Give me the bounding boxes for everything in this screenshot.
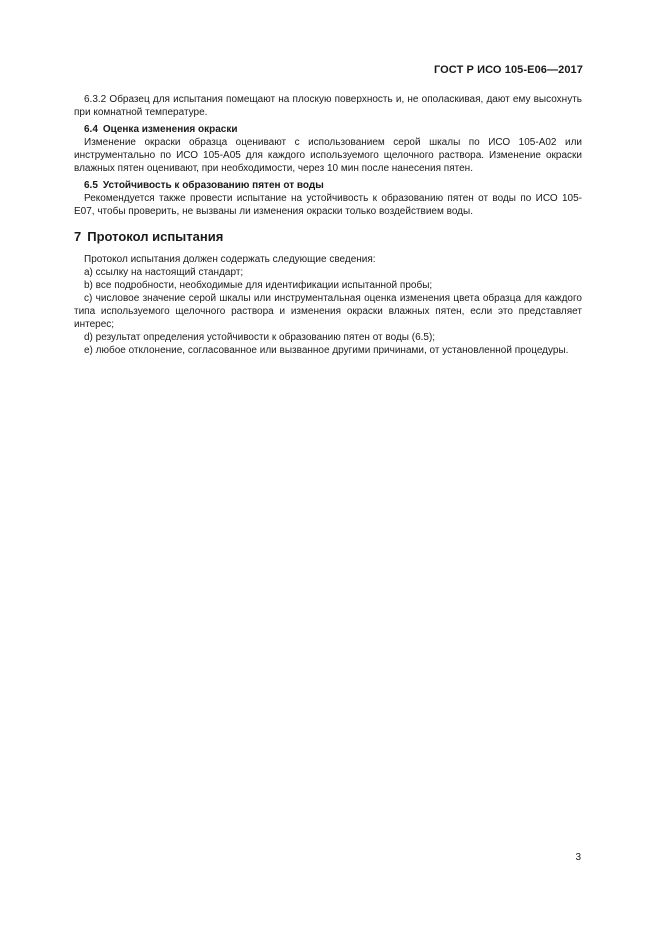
list-item-e: e) любое отклонение, согласованное или вызванное другими причинами, от установленной процедуры. <box>84 345 569 356</box>
document-header: ГОСТ Р ИСО 105-E06—2017 <box>433 64 583 76</box>
heading-title: Протокол испытания <box>87 229 224 244</box>
list-item-d: d) результат определения устойчивости к образованию пятен от воды (6.5); <box>84 332 436 343</box>
heading-6-5 <box>74 179 582 192</box>
list-item-b: b) все подробности, необходимые для идентификации испытанной пробы; <box>84 280 433 291</box>
heading-number: 6.5 <box>84 180 98 191</box>
heading-number: 6.4 <box>84 124 98 135</box>
list-item-a: a) ссылку на настоящий стандарт; <box>84 267 244 278</box>
heading-title: Устойчивость к образованию пятен от воды <box>102 180 324 191</box>
paragraph-6-4: Изменение окраски образца оценивают с использованием серой шкалы по ИСО 105-A02 или инструментально по ИСО 105-A05 для каждого используемого щелочного раствора. Изменение окраски влажных пятен оценивают, при необходимости, через 10 мин после нанесения пятен. <box>74 137 582 174</box>
heading-title: Оценка изменения окраски <box>102 124 238 135</box>
list-item-c: c) числовое значение серой шкалы или инструментальная оценка изменения цвета образца для каждого типа используемого щелочного раствора и изменения окраски влажных пятен, если это представляет интерес; <box>74 293 582 330</box>
paragraph-7-intro: Протокол испытания должен содержать следующие сведения: <box>84 254 376 265</box>
page-number: 3 <box>575 852 581 863</box>
heading-7 <box>74 230 582 243</box>
paragraph-6-3-2: 6.3.2 Образец для испытания помещают на плоскую поверхность и, не ополаскивая, дают ему высохнуть при комнатной температуре. <box>74 94 582 118</box>
paragraph-6-5: Рекомендуется также провести испытание на устойчивость к образованию пятен от воды по ИСО 105-E07, чтобы проверить, не вызваны ли изменения окраски только воздействием воды. <box>74 193 582 217</box>
heading-number: 7 <box>74 229 82 244</box>
document-body <box>74 93 582 357</box>
heading-6-4 <box>74 123 582 136</box>
